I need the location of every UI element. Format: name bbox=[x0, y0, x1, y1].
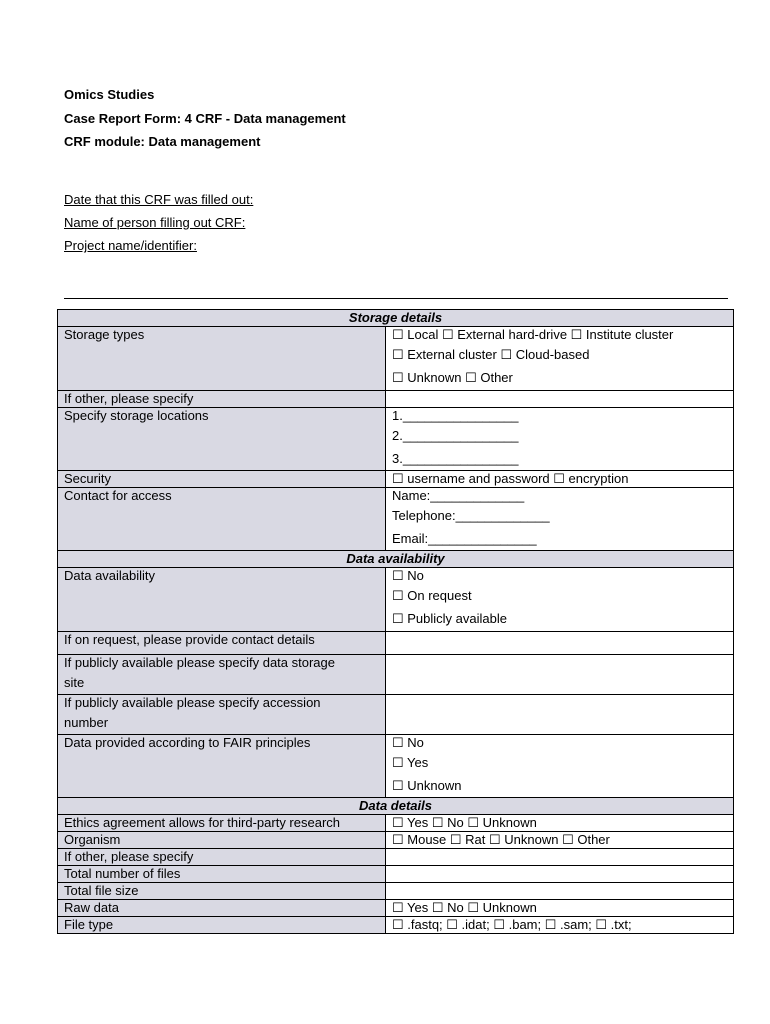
fair-option[interactable]: ☐ Yes bbox=[392, 755, 429, 770]
file-type-options[interactable]: ☐ .fastq; ☐ .idat; ☐ .bam; ☐ .sam; ☐ .txt; bbox=[386, 917, 734, 934]
row-file-type bbox=[58, 917, 734, 934]
section-header-details: Data details bbox=[58, 798, 734, 815]
row-raw-data bbox=[58, 900, 734, 917]
data-availability-label: Data availability bbox=[58, 568, 386, 632]
storage-types-option-line[interactable]: ☐ Unknown ☐ Other bbox=[392, 370, 513, 385]
person-name-field[interactable]: Name of person filling out CRF: bbox=[64, 215, 246, 230]
storage-location-line[interactable]: 2.________________ bbox=[392, 428, 519, 443]
row-total-files bbox=[58, 866, 734, 883]
request-contact-label: If on request, please provide contact details bbox=[58, 632, 386, 655]
row-accession bbox=[58, 695, 734, 735]
file-size-input[interactable] bbox=[386, 883, 734, 900]
crf-table bbox=[57, 309, 734, 934]
row-data-availability bbox=[58, 568, 734, 632]
fair-option[interactable]: ☐ Unknown bbox=[392, 778, 462, 793]
availability-option[interactable]: ☐ Publicly available bbox=[392, 611, 507, 626]
form-title: Case Report Form: 4 CRF - Data management bbox=[64, 111, 346, 126]
organism-other-label: If other, please specify bbox=[58, 849, 386, 866]
accession-label-line: number bbox=[64, 715, 109, 730]
storage-locations-label: Specify storage locations bbox=[58, 408, 386, 471]
row-file-size bbox=[58, 883, 734, 900]
availability-option[interactable]: ☐ On request bbox=[392, 588, 472, 603]
contact-label: Contact for access bbox=[58, 488, 386, 551]
contact-name-field[interactable]: Name:_____________ bbox=[392, 488, 525, 503]
ethics-label: Ethics agreement allows for third-party research bbox=[58, 815, 386, 832]
storage-other-label: If other, please specify bbox=[58, 391, 386, 408]
organism-other-input[interactable] bbox=[386, 849, 734, 866]
project-name-field[interactable]: Project name/identifier: bbox=[64, 238, 197, 253]
accession-input[interactable] bbox=[386, 695, 734, 735]
row-fair bbox=[58, 735, 734, 798]
section-availability bbox=[58, 551, 734, 568]
total-files-label: Total number of files bbox=[58, 866, 386, 883]
fair-options[interactable] bbox=[386, 735, 734, 798]
contact-email-field[interactable]: Email:_______________ bbox=[392, 531, 537, 546]
section-storage bbox=[58, 310, 734, 327]
raw-data-options[interactable]: ☐ Yes ☐ No ☐ Unknown bbox=[386, 900, 734, 917]
fair-option[interactable]: ☐ No bbox=[392, 735, 424, 750]
row-organism bbox=[58, 832, 734, 849]
section-details bbox=[58, 798, 734, 815]
storage-site-label bbox=[58, 655, 386, 695]
divider-line bbox=[64, 298, 728, 299]
row-ethics bbox=[58, 815, 734, 832]
contact-phone-field[interactable]: Telephone:_____________ bbox=[392, 508, 550, 523]
storage-locations-input[interactable] bbox=[386, 408, 734, 471]
storage-other-input[interactable] bbox=[386, 391, 734, 408]
availability-option[interactable]: ☐ No bbox=[392, 568, 424, 583]
ethics-options[interactable]: ☐ Yes ☐ No ☐ Unknown bbox=[386, 815, 734, 832]
row-storage-other bbox=[58, 391, 734, 408]
storage-types-options[interactable] bbox=[386, 327, 734, 391]
row-organism-other bbox=[58, 849, 734, 866]
section-header-availability: Data availability bbox=[58, 551, 734, 568]
storage-site-input[interactable] bbox=[386, 655, 734, 695]
security-options[interactable]: ☐ username and password ☐ encryption bbox=[386, 471, 734, 488]
organism-options[interactable]: ☐ Mouse ☐ Rat ☐ Unknown ☐ Other bbox=[386, 832, 734, 849]
storage-location-line[interactable]: 3.________________ bbox=[392, 451, 519, 466]
storage-location-line[interactable]: 1.________________ bbox=[392, 408, 519, 423]
module-title: CRF module: Data management bbox=[64, 134, 261, 149]
storage-types-option-line[interactable]: ☐ External cluster ☐ Cloud-based bbox=[392, 347, 590, 362]
row-security bbox=[58, 471, 734, 488]
total-files-input[interactable] bbox=[386, 866, 734, 883]
request-contact-input[interactable] bbox=[386, 632, 734, 655]
data-availability-options[interactable] bbox=[386, 568, 734, 632]
row-contact bbox=[58, 488, 734, 551]
row-storage-site bbox=[58, 655, 734, 695]
date-filled-field[interactable]: Date that this CRF was filled out: bbox=[64, 192, 254, 207]
accession-label bbox=[58, 695, 386, 735]
storage-site-label-line: If publicly available please specify data storage bbox=[64, 655, 335, 670]
storage-types-option-line[interactable]: ☐ Local ☐ External hard-drive ☐ Institute cluster bbox=[392, 327, 674, 342]
file-type-label: File type bbox=[58, 917, 386, 934]
row-storage-locations bbox=[58, 408, 734, 471]
study-title: Omics Studies bbox=[64, 87, 155, 102]
row-request-contact bbox=[58, 632, 734, 655]
storage-types-label: Storage types bbox=[58, 327, 386, 391]
storage-site-label-line: site bbox=[64, 675, 85, 690]
raw-data-label: Raw data bbox=[58, 900, 386, 917]
file-size-label: Total file size bbox=[58, 883, 386, 900]
section-header-storage: Storage details bbox=[58, 310, 734, 327]
fair-label: Data provided according to FAIR principles bbox=[58, 735, 386, 798]
security-label: Security bbox=[58, 471, 386, 488]
row-storage-types bbox=[58, 327, 734, 391]
accession-label-line: If publicly available please specify accession bbox=[64, 695, 321, 710]
organism-label: Organism bbox=[58, 832, 386, 849]
contact-fields[interactable] bbox=[386, 488, 734, 551]
